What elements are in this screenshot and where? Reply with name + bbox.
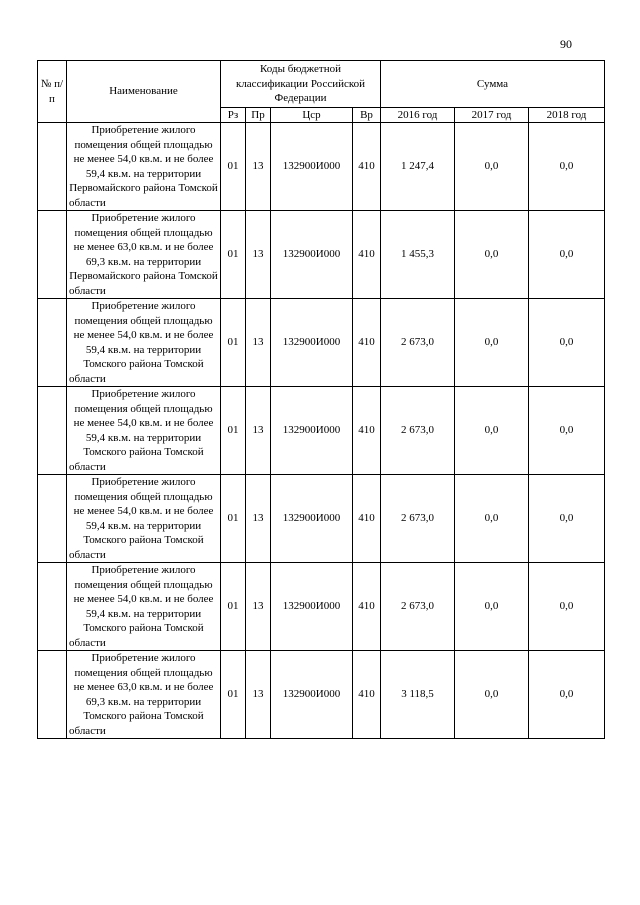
page-number: 90 (560, 37, 572, 51)
cell-2016: 2 673,0 (381, 387, 455, 475)
table-row (38, 299, 605, 387)
cell-2018: 0,0 (529, 211, 605, 299)
cell-pr: 13 (246, 211, 271, 299)
header-rz: Рз (221, 108, 246, 123)
cell-vr: 410 (353, 211, 381, 299)
cell-csr: 132900И000 (271, 123, 353, 211)
header-2016: 2016 год (381, 108, 455, 123)
cell-name: Приобретение жилого помещения общей площадью не менее 54,0 кв.м. и не более 59,4 кв.м. на территории Томского района Томской области (67, 387, 221, 475)
cell-2016: 3 118,5 (381, 651, 455, 739)
cell-name: Приобретение жилого помещения общей площадью не менее 54,0 кв.м. и не более 59,4 кв.м. на территории Первомайского района Томской области (67, 123, 221, 211)
header-sum-group: Сумма (381, 61, 605, 108)
cell-csr: 132900И000 (271, 651, 353, 739)
cell-vr: 410 (353, 387, 381, 475)
cell-2017: 0,0 (455, 299, 529, 387)
cell-pr: 13 (246, 123, 271, 211)
cell-2016: 2 673,0 (381, 475, 455, 563)
cell-num (38, 563, 67, 651)
header-row-1 (38, 61, 605, 108)
cell-rz: 01 (221, 563, 246, 651)
cell-vr: 410 (353, 123, 381, 211)
cell-csr: 132900И000 (271, 563, 353, 651)
cell-pr: 13 (246, 299, 271, 387)
cell-2016: 1 455,3 (381, 211, 455, 299)
cell-rz: 01 (221, 475, 246, 563)
cell-2017: 0,0 (455, 387, 529, 475)
header-num: № п/п (38, 61, 67, 123)
cell-num (38, 387, 67, 475)
cell-2016: 2 673,0 (381, 299, 455, 387)
cell-2016: 1 247,4 (381, 123, 455, 211)
cell-num (38, 211, 67, 299)
table-row (38, 651, 605, 739)
cell-csr: 132900И000 (271, 211, 353, 299)
cell-pr: 13 (246, 563, 271, 651)
table-row (38, 563, 605, 651)
table-row (38, 475, 605, 563)
cell-name: Приобретение жилого помещения общей площадью не менее 54,0 кв.м. и не более 59,4 кв.м. на территории Томского района Томской области (67, 563, 221, 651)
header-pr: Пр (246, 108, 271, 123)
header-codes-group: Коды бюджетной классификации Российской Федерации (221, 61, 381, 108)
cell-num (38, 299, 67, 387)
table-row (38, 211, 605, 299)
header-2017: 2017 год (455, 108, 529, 123)
cell-2018: 0,0 (529, 387, 605, 475)
cell-rz: 01 (221, 387, 246, 475)
cell-2017: 0,0 (455, 651, 529, 739)
cell-rz: 01 (221, 299, 246, 387)
header-name: Наименование (67, 61, 221, 123)
cell-2017: 0,0 (455, 563, 529, 651)
cell-csr: 132900И000 (271, 475, 353, 563)
cell-num (38, 475, 67, 563)
cell-2017: 0,0 (455, 211, 529, 299)
cell-2018: 0,0 (529, 563, 605, 651)
cell-pr: 13 (246, 651, 271, 739)
cell-vr: 410 (353, 651, 381, 739)
cell-2018: 0,0 (529, 123, 605, 211)
cell-vr: 410 (353, 475, 381, 563)
cell-2018: 0,0 (529, 475, 605, 563)
cell-csr: 132900И000 (271, 299, 353, 387)
cell-2017: 0,0 (455, 475, 529, 563)
cell-name: Приобретение жилого помещения общей площадью не менее 63,0 кв.м. и не более 69,3 кв.м. на территории Томского района Томской области (67, 651, 221, 739)
header-vr: Вр (353, 108, 381, 123)
header-csr: Цср (271, 108, 353, 123)
cell-name: Приобретение жилого помещения общей площадью не менее 54,0 кв.м. и не более 59,4 кв.м. на территории Томского района Томской области (67, 299, 221, 387)
cell-vr: 410 (353, 299, 381, 387)
cell-2016: 2 673,0 (381, 563, 455, 651)
cell-num (38, 651, 67, 739)
table-body (38, 123, 605, 739)
cell-csr: 132900И000 (271, 387, 353, 475)
table-row (38, 387, 605, 475)
cell-vr: 410 (353, 563, 381, 651)
cell-rz: 01 (221, 211, 246, 299)
cell-2018: 0,0 (529, 299, 605, 387)
cell-pr: 13 (246, 387, 271, 475)
cell-rz: 01 (221, 651, 246, 739)
cell-2017: 0,0 (455, 123, 529, 211)
table-row (38, 123, 605, 211)
cell-rz: 01 (221, 123, 246, 211)
cell-name: Приобретение жилого помещения общей площадью не менее 54,0 кв.м. и не более 59,4 кв.м. на территории Томского района Томской области (67, 475, 221, 563)
cell-num (38, 123, 67, 211)
cell-pr: 13 (246, 475, 271, 563)
cell-2018: 0,0 (529, 651, 605, 739)
header-2018: 2018 год (529, 108, 605, 123)
budget-table (37, 60, 605, 739)
cell-name: Приобретение жилого помещения общей площадью не менее 63,0 кв.м. и не более 69,3 кв.м. на территории Первомайского района Томской области (67, 211, 221, 299)
